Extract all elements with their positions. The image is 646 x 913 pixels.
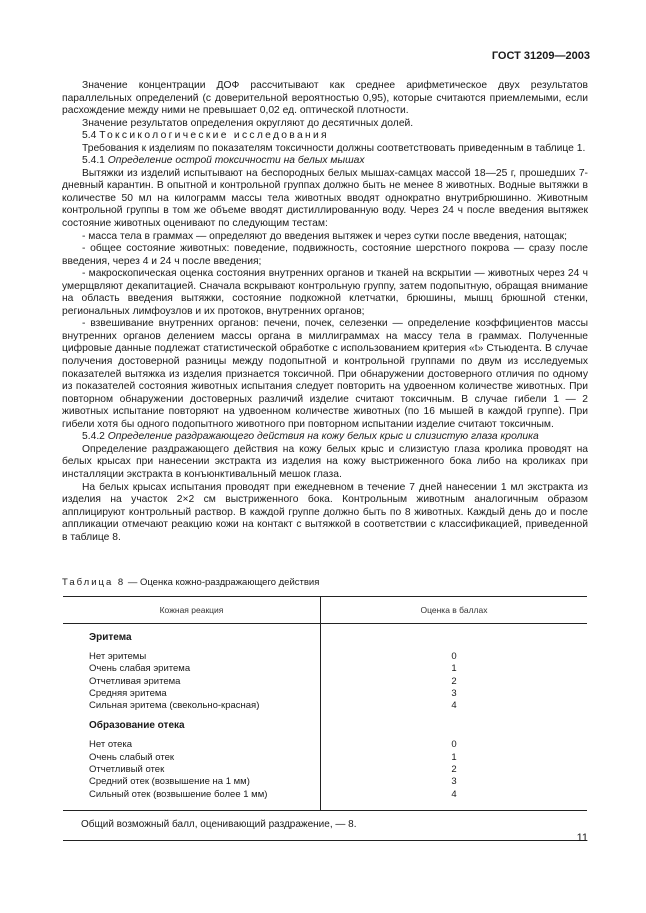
list-item: - взвешивание внутренних органов: печени, почек, селезенки — определение коэффициентов массы внутренних органов делением массы органа в миллиграммах на массу тела в граммах. Полученные цифровые данные подлежат статистической обработке с использованием критерия «t» Стьюдента. В случае получения достоверной разницы между подопытной и контрольной группами по двум из исследуемых показателей вытяжка из изделия признается токсичной. При обнаружении достоверного отличия по одному из показателей состояния животных испытания следует повторить на удвоенном количестве животных. При повторном обнаружении достоверных различий изделие считают токсичным. В случае гибели 1 — 2 животных испытание повторяют на удвоенном количестве животных (по 16 мышей в каждой группе). При гибели хотя бы одного подопытного животного при повторном испытании изделие считают токсичным. xyxy=(62,318,588,430)
group-title-erythema: Эритема xyxy=(89,632,132,643)
table-row-score: 1 xyxy=(451,663,457,675)
section-heading-5-4-2 xyxy=(62,431,588,444)
table-footer-row xyxy=(63,810,587,840)
skin-reaction-table xyxy=(63,596,587,841)
table-body-row xyxy=(63,624,587,811)
table-row-score: 4 xyxy=(451,788,457,800)
section-title: Определение острой токсичности на белых мышах xyxy=(107,155,365,167)
table-row-label: Сильный отек (возвышение более 1 мм) xyxy=(89,788,268,800)
table-row-score: 2 xyxy=(451,764,457,776)
table-row-score: 3 xyxy=(451,687,457,699)
list-item: - масса тела в граммах — определяют до введения вытяжек и через сутки после введения, натощак; xyxy=(82,230,567,242)
page-number: 11 xyxy=(576,832,588,844)
table-row-label: Средняя эритема xyxy=(89,687,167,699)
table-row-score: 0 xyxy=(451,739,457,751)
paragraph-mice-method: Вытяжки из изделий испытывают на беспородных белых мышах-самцах массой 18—25 г, прошедших 7-дневный карантин. В опытной и контрольной группах должно быть не менее 8 животных. Водные вытяжки в количестве 50 мл на килограмм массы тела животных вводят однократно внутрибрюшинно. Животным контрольной группы в том же объеме вводят дистиллированную воду. Через 24 ч после введения вытяжек состояние животных оценивают по следующим тестам: xyxy=(62,167,588,230)
section-title: Определение раздражающего действия на кожу белых крыс и слизистую глаза кролика xyxy=(107,431,539,443)
table-spacer xyxy=(89,801,320,810)
paragraph-rounding: Значение результатов определения округляют до десятичных долей. xyxy=(82,117,414,129)
section-number: 5.4.1 xyxy=(82,155,105,167)
table-row-label: Сильная эритема (свекольно-красная) xyxy=(89,700,260,712)
section-number: 5.4 xyxy=(82,130,97,142)
group-score-placeholder xyxy=(321,720,587,731)
table-row-score: 4 xyxy=(451,700,457,712)
group-score-placeholder xyxy=(321,632,587,643)
list-item: - общее состояние животных: поведение, подвижность, состояние шерстного покрова — сразу после введения, через 4 и 24 ч после введения; xyxy=(62,243,588,267)
section-number: 5.4.2 xyxy=(82,431,105,443)
table-row-label: Нет отека xyxy=(89,739,133,751)
table-header-row xyxy=(63,597,587,624)
section-title: Токсикологические исследования xyxy=(99,130,329,142)
table-caption xyxy=(62,577,319,588)
group-title-edema: Образование отека xyxy=(89,720,185,732)
table-footer-note: Общий возможный балл, оценивающий раздражение, — 8. xyxy=(63,810,587,840)
table-row-label: Очень слабая эритема xyxy=(89,663,191,675)
score-column xyxy=(321,624,588,811)
table-row-score: 3 xyxy=(451,776,457,788)
list-item: - макроскопическая оценка состояния внутренних органов и тканей на вскрытии — животных через 24 ч умерщвляют декапитацией. Сначала вскрывают контрольную группу, затем подопытную, обращая внимание на область введения вытяжки, состояние подкожной клетчатки, брюшины, мышц брюшной стенки, региональных лимфоузлов и их протоков, внутренних органов; xyxy=(62,268,588,317)
table-row-label: Средний отек (возвышение на 1 мм) xyxy=(89,776,250,788)
column-header-score: Оценка в баллах xyxy=(321,597,588,624)
body-text xyxy=(62,80,588,544)
paragraph-requirements: Требования к изделиям по показателям токсичности должны соответствовать приведенным в таблице 1. xyxy=(82,142,586,154)
paragraph-rat-test: На белых крысах испытания проводят при ежедневном в течение 7 дней нанесении 1 мл экстракта из изделия на участок 2×2 см выстриженного бока. Контрольным животным аналогичным образом апплицируют контрольный раствор. В каждой группе должно быть по 8 животных. Каждый день до и после аппликации отмечают реакцию кожи на контакт с вытяжкой в соответствии с классификацией, приведенной в таблице 8. xyxy=(62,481,588,543)
paragraph-concentration: Значение концентрации ДОФ рассчитывают как среднее арифметическое двух результатов параллельных определений (с доверительной вероятностью 0,95), которые считаются приемлемыми, если расхождение между ними не превышает 0,02 ед. оптической плотности. xyxy=(62,80,588,117)
paragraph-irritation-method: Определение раздражающего действия на кожу белых крыс и слизистую глаза кролика проводят на белых крысах при нанесении экстракта из изделия на кожу выстриженного бока либо на кроликах при инсталляции экстракта в конъюнктивальный мешок глаза. xyxy=(62,443,588,480)
section-heading-5-4 xyxy=(62,130,588,143)
reaction-column xyxy=(63,624,321,811)
table-row-label: Очень слабый отек xyxy=(89,751,175,763)
table-caption-title: — Оценка кожно-раздражающего действия xyxy=(127,577,320,588)
table-row-score: 2 xyxy=(451,675,457,687)
document-header: ГОСТ 31209—2003 xyxy=(491,50,590,62)
table-row-label: Нет эритемы xyxy=(89,651,147,662)
table-row-score: 1 xyxy=(451,751,457,763)
column-header-reaction: Кожная реакция xyxy=(63,597,321,624)
table-row-score: 0 xyxy=(451,651,457,662)
table-caption-label: Таблица 8 xyxy=(62,577,126,588)
table-row-label: Отчетливый отек xyxy=(89,764,165,776)
table-row-label: Отчетливая эритема xyxy=(89,675,181,687)
section-heading-5-4-1 xyxy=(62,155,588,168)
